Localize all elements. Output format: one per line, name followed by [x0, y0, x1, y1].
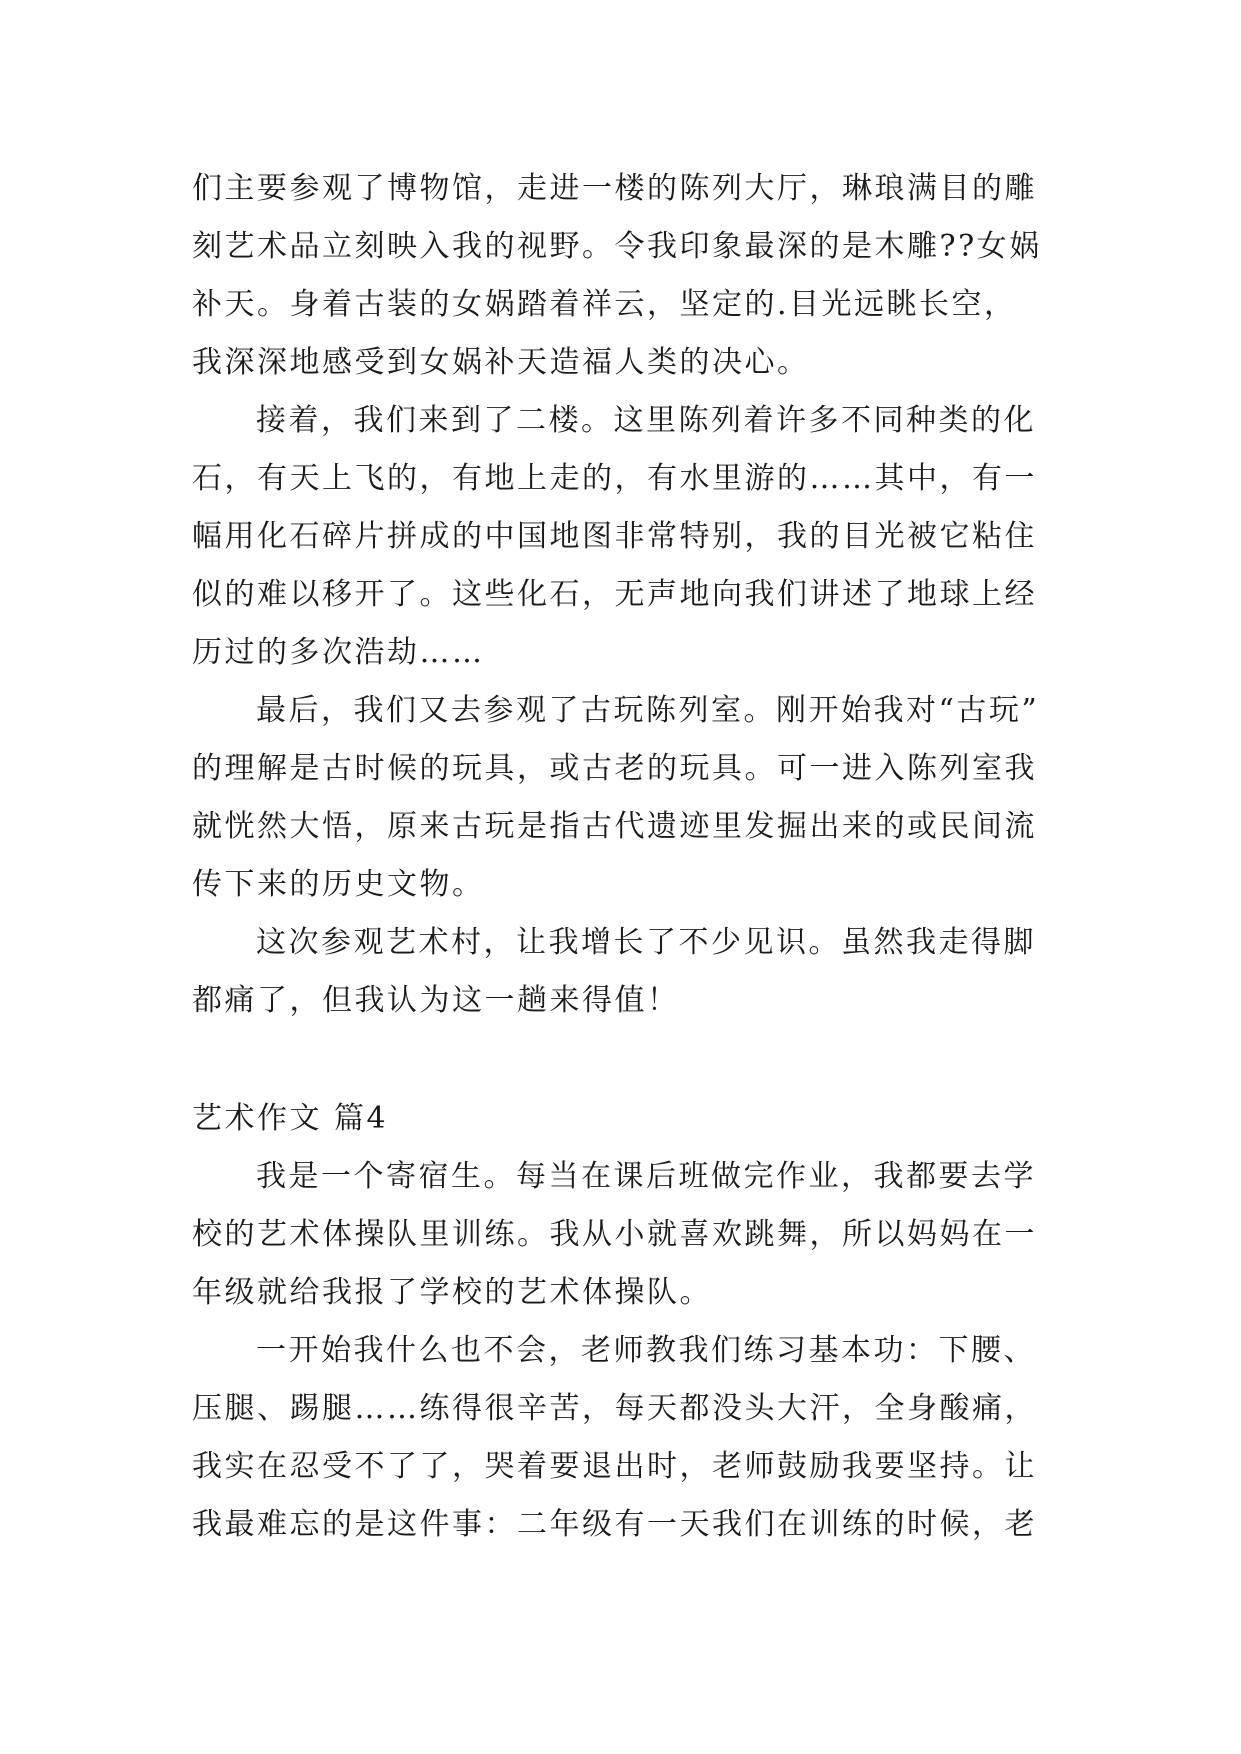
paragraph-line: 年级就给我报了学校的艺术体操队。: [192, 1275, 712, 1310]
paragraph-line: 石，有天上飞的，有地上走的，有水里游的……其中，有一: [192, 461, 1037, 496]
paragraph-line: 似的难以移开了。这些化石，无声地向我们讲述了地球上经: [192, 577, 1037, 612]
paragraph-line: 们主要参观了博物馆，走进一楼的陈列大厅，琳琅满目的雕: [192, 171, 1037, 206]
paragraph-line: 就恍然大悟，原来古玩是指古代遗迹里发掘出来的或民间流: [192, 809, 1037, 844]
paragraph-line: 传下来的历史文物。: [192, 867, 485, 902]
paragraph-line: 刻艺术品立刻映入我的视野。令我印象最深的是木雕??女娲: [192, 229, 1042, 264]
paragraph-line: 幅用化石碎片拼成的中国地图非常特别，我的目光被它粘住: [192, 519, 1037, 554]
document-body: [192, 160, 1052, 1554]
section-heading: 艺术作文 篇4: [192, 1101, 389, 1136]
paragraph-line: 这次参观艺术村，让我增长了不少见识。虽然我走得脚: [256, 925, 1036, 960]
paragraph-line: 一开始我什么也不会，老师教我们练习基本功：下腰、: [256, 1333, 1036, 1368]
paragraph-line: 补天。身着古装的女娲踏着祥云，坚定的.目光远眺长空，: [192, 287, 1017, 322]
paragraph-line: 我深深地感受到女娲补天造福人类的决心。: [192, 345, 810, 380]
paragraph-line: 历过的多次浩劫……: [192, 635, 485, 670]
paragraph-line: 都痛了，但我认为这一趟来得值！: [192, 983, 680, 1018]
section-gap: [192, 1030, 1052, 1090]
paragraph-line: 校的艺术体操队里训练。我从小就喜欢跳舞，所以妈妈在一: [192, 1217, 1037, 1252]
paragraph-line: 我最难忘的是这件事：二年级有一天我们在训练的时候，老: [192, 1507, 1037, 1542]
paragraph-line: 我实在忍受不了了，哭着要退出时，老师鼓励我要坚持。让: [192, 1449, 1037, 1484]
paragraph-line: 我是一个寄宿生。每当在课后班做完作业，我都要去学: [256, 1159, 1036, 1194]
paragraph-line: 的理解是古时候的玩具，或古老的玩具。可一进入陈列室我: [192, 751, 1037, 786]
paragraph-line: 最后，我们又去参观了古玩陈列室。刚开始我对“古玩”: [256, 693, 1040, 728]
paragraph-line: 压腿、踢腿……练得很辛苦，每天都没头大汗，全身酸痛，: [192, 1391, 1037, 1426]
paragraph-line: 接着，我们来到了二楼。这里陈列着许多不同种类的化: [256, 403, 1036, 438]
